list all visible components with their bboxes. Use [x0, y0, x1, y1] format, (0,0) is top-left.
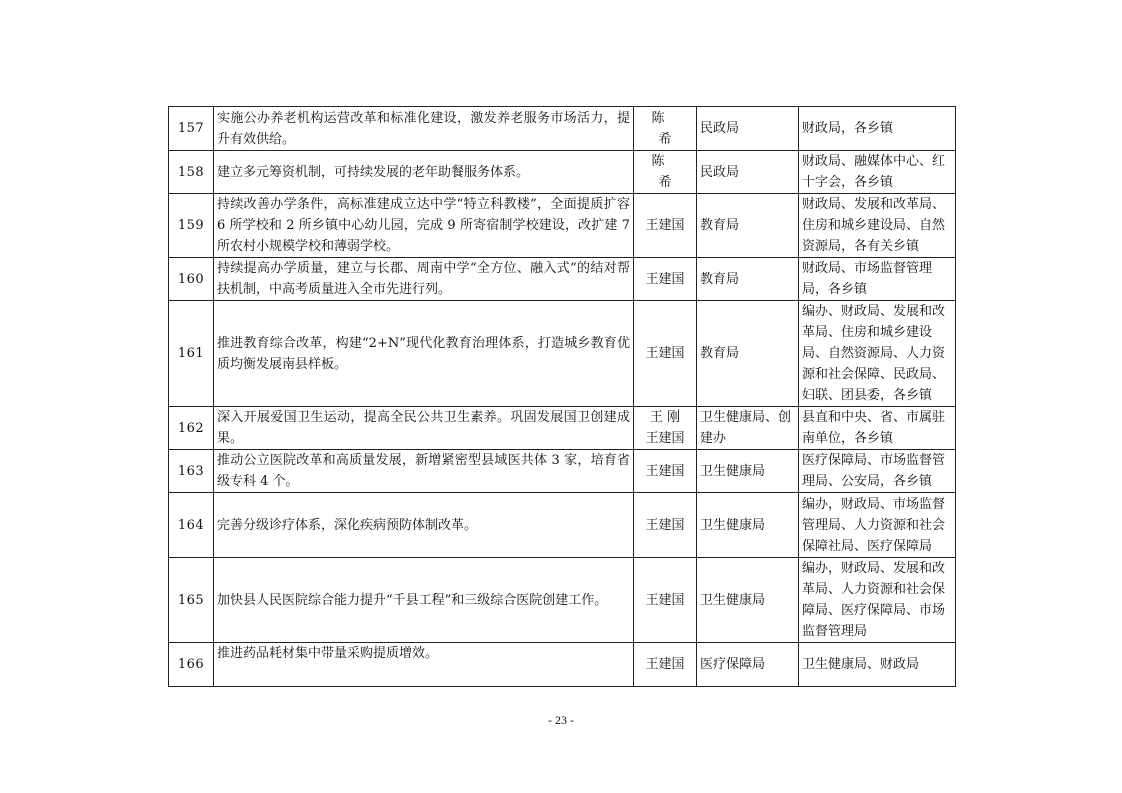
- row-number: 166: [169, 643, 214, 687]
- responsible-leader: 王 刚 王建国: [634, 407, 697, 450]
- lead-unit: 教育局: [697, 301, 799, 407]
- task-description: 持续提高办学质量，建立与长郡、周南中学“全方位、融入式”的结对帮扶机制，中高考质量进入全市先进行列。: [214, 258, 634, 301]
- row-number: 160: [169, 258, 214, 301]
- cooperating-units: 财政局，各乡镇: [799, 107, 956, 151]
- lead-unit: 民政局: [697, 107, 799, 151]
- table-row: [169, 107, 956, 151]
- row-number: 159: [169, 194, 214, 258]
- task-description: 建立多元筹资机制，可持续发展的老年助餐服务体系。: [214, 151, 634, 194]
- lead-unit: 卫生健康局: [697, 450, 799, 493]
- responsible-leader: 王建国: [634, 493, 697, 558]
- responsible-leader: 王建国: [634, 558, 697, 643]
- row-number: 162: [169, 407, 214, 450]
- task-table: [168, 106, 956, 687]
- responsible-leader: 王建国: [634, 450, 697, 493]
- responsible-leader: 王建国: [634, 643, 697, 687]
- task-description: 推动公立医院改革和高质量发展，新增紧密型县域医共体 3 家，培育省级专科 4 个。: [214, 450, 634, 493]
- row-number: 161: [169, 301, 214, 407]
- responsible-leader: 王建国: [634, 258, 697, 301]
- table-row: [169, 493, 956, 558]
- table-row: [169, 258, 956, 301]
- table-row: [169, 151, 956, 194]
- row-number: 157: [169, 107, 214, 151]
- cooperating-units: 医疗保障局、市场监督管理局、公安局，各乡镇: [799, 450, 956, 493]
- task-description: 实施公办养老机构运营改革和标准化建设，激发养老服务市场活力，提升有效供给。: [214, 107, 634, 151]
- row-number: 163: [169, 450, 214, 493]
- task-description: 完善分级诊疗体系，深化疾病预防体制改革。: [214, 493, 634, 558]
- row-number: 165: [169, 558, 214, 643]
- task-description: 深入开展爱国卫生运动，提高全民公共卫生素养。巩固发展国卫创建成果。: [214, 407, 634, 450]
- cooperating-units: 编办，财政局、发展和改革局、人力资源和社会保障局、医疗保障局、市场监督管理局: [799, 558, 956, 643]
- task-description: 推进药品耗材集中带量采购提质增效。: [214, 643, 634, 687]
- cooperating-units: 财政局、融媒体中心、红十字会，各乡镇: [799, 151, 956, 194]
- responsible-leader: [634, 107, 697, 151]
- cooperating-units: 财政局、发展和改革局、住房和城乡建设局、自然资源局，各有关乡镇: [799, 194, 956, 258]
- task-description: 推进教育综合改革，构建“2+N”现代化教育治理体系，打造城乡教育优质均衡发展南县样板。: [214, 301, 634, 407]
- responsible-leader-text: 陈 希: [651, 154, 686, 190]
- table-row: [169, 407, 956, 450]
- lead-unit: 卫生健康局、创建办: [697, 407, 799, 450]
- table-row: [169, 301, 956, 407]
- table-row: [169, 194, 956, 258]
- cooperating-units: 卫生健康局、财政局: [799, 643, 956, 687]
- responsible-leader: 王建国: [634, 301, 697, 407]
- lead-unit: 卫生健康局: [697, 558, 799, 643]
- table-row: [169, 450, 956, 493]
- responsible-leader-text: 陈 希: [651, 110, 686, 147]
- lead-unit: 教育局: [697, 194, 799, 258]
- cooperating-units: 县直和中央、省、市属驻南单位，各乡镇: [799, 407, 956, 450]
- table-row: [169, 558, 956, 643]
- task-description: 持续改善办学条件，高标准建成立达中学“特立科教楼”，全面提质扩容 6 所学校和 2 所乡镇中心幼儿园，完成 9 所寄宿制学校建设，改扩建 7 所农村小规模学校和薄弱学校。: [214, 194, 634, 258]
- row-number: 164: [169, 493, 214, 558]
- responsible-leader: [634, 151, 697, 194]
- table-row: [169, 643, 956, 687]
- lead-unit: 医疗保障局: [697, 643, 799, 687]
- cooperating-units: 财政局、市场监督管理局，各乡镇: [799, 258, 956, 301]
- task-description: 加快县人民医院综合能力提升“千县工程”和三级综合医院创建工作。: [214, 558, 634, 643]
- responsible-leader: 王建国: [634, 194, 697, 258]
- lead-unit: 教育局: [697, 258, 799, 301]
- page-number: - 23 -: [548, 713, 574, 727]
- lead-unit: 民政局: [697, 151, 799, 194]
- cooperating-units: 编办、财政局、发展和改革局、住房和城乡建设局、自然资源局、人力资源和社会保障、民政局、妇联、团县委，各乡镇: [799, 301, 956, 407]
- lead-unit: 卫生健康局: [697, 493, 799, 558]
- cooperating-units: 编办，财政局、市场监督管理局、人力资源和社会保障社局、医疗保障局: [799, 493, 956, 558]
- row-number: 158: [169, 151, 214, 194]
